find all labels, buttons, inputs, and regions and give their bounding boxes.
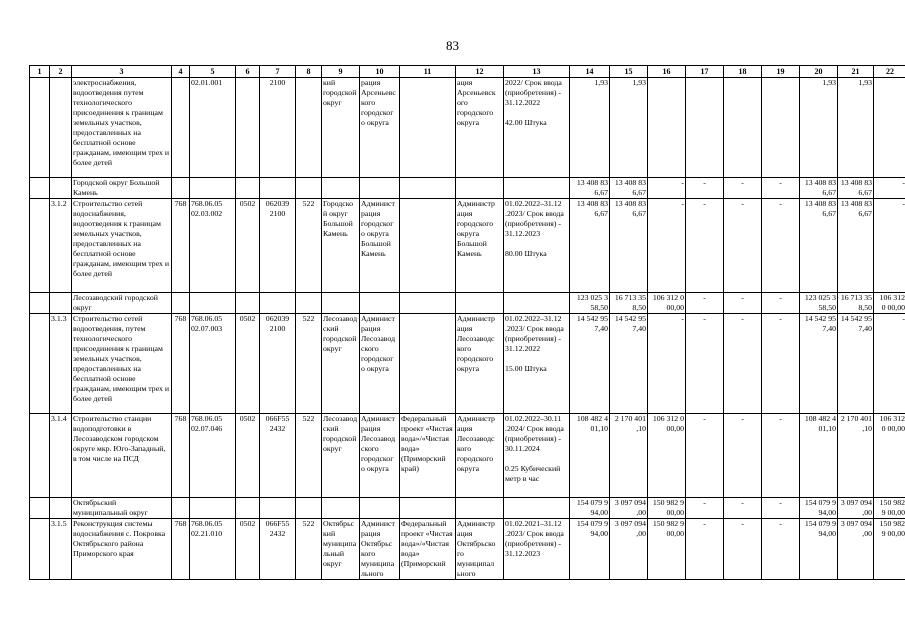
table-cell — [322, 293, 360, 314]
table-cell — [236, 498, 260, 519]
table-cell — [504, 293, 570, 314]
table-cell — [30, 293, 50, 314]
table-cell — [30, 519, 50, 580]
table-cell — [50, 498, 72, 519]
table-cell: 01.02.2022–31.12 .2023/ Срок ввода (приобретения) - 31.12.2023 80.00 Штука — [504, 199, 570, 293]
table-cell — [724, 78, 762, 178]
table-cell: - — [874, 178, 905, 199]
table-cell: 106 312 0 00,00 — [648, 414, 686, 498]
table-cell — [50, 293, 72, 314]
table-cell: 768.06.05 02.07.046 — [190, 414, 236, 498]
table-cell — [456, 178, 504, 199]
table-cell: - — [762, 293, 800, 314]
table-cell: 3.1.2 — [50, 199, 72, 293]
table-cell: - — [762, 178, 800, 199]
table-cell: 1,93 — [610, 78, 648, 178]
table-cell: Октябрьский муниципальный округ — [72, 498, 172, 519]
column-header: 21 — [838, 66, 874, 78]
table-cell: - — [686, 414, 724, 498]
table-cell: - — [874, 199, 905, 293]
column-header: 5 — [190, 66, 236, 78]
table-cell: - — [648, 178, 686, 199]
table-cell — [30, 314, 50, 414]
table-row — [30, 78, 905, 178]
table-cell — [30, 498, 50, 519]
table-cell: Лесозавод ский городской округ — [322, 414, 360, 498]
table-cell — [172, 293, 190, 314]
table-cell: 13 408 83 6,67 — [570, 199, 610, 293]
table-cell: Админист рация Лесозавод ского городског о округа — [360, 414, 400, 498]
table-cell: - — [874, 314, 905, 414]
table-cell — [30, 199, 50, 293]
table-cell: 3 097 094 ,00 — [838, 519, 874, 580]
table-cell: 13 408 83 6,67 — [800, 199, 838, 293]
table-cell: 16 713 35 8,50 — [838, 293, 874, 314]
table-cell — [30, 78, 50, 178]
column-header: 16 — [648, 66, 686, 78]
table-cell: 150 982 9 00,00 — [874, 519, 905, 580]
table-cell: 123 025 3 58,50 — [570, 293, 610, 314]
table-cell: ация Арсеньевск ого городского округа — [456, 78, 504, 178]
table-cell: 13 408 83 6,67 — [610, 178, 648, 199]
table-cell: 2 170 401 ,10 — [610, 414, 648, 498]
table-cell: 150 982 9 00,00 — [874, 498, 905, 519]
table-cell: 154 079 9 94,00 — [570, 519, 610, 580]
table-row — [30, 178, 905, 199]
table-row — [30, 314, 905, 414]
table-cell: 1,93 — [570, 78, 610, 178]
table-cell: 0502 — [236, 314, 260, 414]
table-cell: 1,93 — [838, 78, 874, 178]
table-cell — [260, 178, 296, 199]
table-cell: 01.02.2022–30.11 .2024/ Срок ввода (приобретения) - 30.11.2024 0.25 Кубический метр в час — [504, 414, 570, 498]
table-cell: 522 — [296, 199, 322, 293]
table-cell: 0502 — [236, 199, 260, 293]
table-cell: 066F55 2432 — [260, 519, 296, 580]
table-cell: 0502 — [236, 414, 260, 498]
table-cell: - — [762, 199, 800, 293]
table-cell — [30, 178, 50, 199]
column-header: 15 — [610, 66, 648, 78]
column-header: 3 — [72, 66, 172, 78]
table-cell: 768.06.05 02.03.002 — [190, 199, 236, 293]
budget-table — [29, 65, 905, 580]
table-cell: - — [648, 199, 686, 293]
table-cell — [30, 414, 50, 498]
table-cell: 150 982 9 00,00 — [648, 498, 686, 519]
table-cell: 768 — [172, 199, 190, 293]
table-cell: 14 542 95 7,40 — [570, 314, 610, 414]
table-cell — [296, 293, 322, 314]
table-cell — [190, 498, 236, 519]
table-cell: Октябрьс кий муниципа льный округ — [322, 519, 360, 580]
table-cell — [190, 293, 236, 314]
table-cell: 106 312 0 00,00 — [648, 293, 686, 314]
table-cell: 154 079 9 94,00 — [800, 519, 838, 580]
table-cell: - — [724, 178, 762, 199]
table-cell: 2022/ Срок ввода (приобретения) - 31.12.2022 42.00 Штука — [504, 78, 570, 178]
table-cell: - — [686, 199, 724, 293]
table-cell: - — [724, 199, 762, 293]
table-cell: 2100 — [260, 78, 296, 178]
table-cell: Лесозавод ский городской округ — [322, 314, 360, 414]
table-cell: 154 079 9 94,00 — [570, 498, 610, 519]
table-cell — [400, 314, 456, 414]
table-cell: 066F55 2432 — [260, 414, 296, 498]
table-cell: Городско й округ Большой Камень — [322, 199, 360, 293]
table-cell: 0502 — [236, 519, 260, 580]
table-cell: 3.1.4 — [50, 414, 72, 498]
table-cell — [50, 178, 72, 199]
header-row — [30, 66, 905, 78]
table-cell — [456, 498, 504, 519]
column-header: 11 — [400, 66, 456, 78]
table-cell — [190, 178, 236, 199]
table-cell: - — [724, 519, 762, 580]
table-cell: - — [724, 293, 762, 314]
table-cell: 3 097 094 ,00 — [610, 519, 648, 580]
table-cell: Федеральный проект «Чистая вода»/«Чистая вода» (Приморский край) — [400, 414, 456, 498]
table-cell — [236, 293, 260, 314]
table-cell — [172, 78, 190, 178]
table-row — [30, 293, 905, 314]
column-header: 14 — [570, 66, 610, 78]
table-cell: - — [724, 314, 762, 414]
table-cell: 1,93 — [800, 78, 838, 178]
table-cell: 123 025 3 58,50 — [800, 293, 838, 314]
column-header: 17 — [686, 66, 724, 78]
table-cell: 13 408 83 6,67 — [610, 199, 648, 293]
column-header: 2 — [50, 66, 72, 78]
table-row — [30, 414, 905, 498]
table-cell: 3 097 094 ,00 — [838, 498, 874, 519]
column-header: 13 — [504, 66, 570, 78]
column-header: 7 — [260, 66, 296, 78]
table-cell: - — [762, 314, 800, 414]
table-cell: 106 312 0 00,00 — [874, 414, 905, 498]
column-header: 9 — [322, 66, 360, 78]
column-header: 6 — [236, 66, 260, 78]
table-row — [30, 519, 905, 580]
column-header: 18 — [724, 66, 762, 78]
table-cell: 3.1.5 — [50, 519, 72, 580]
column-header: 20 — [800, 66, 838, 78]
table-cell: 13 408 83 6,67 — [838, 178, 874, 199]
table-cell: 768.06.05 02.07.003 — [190, 314, 236, 414]
table-cell: - — [724, 414, 762, 498]
table-cell: 768.06.05 02.21.010 — [190, 519, 236, 580]
table-cell: - — [762, 414, 800, 498]
table-cell: 522 — [296, 519, 322, 580]
table-cell — [236, 178, 260, 199]
table-cell: 13 408 83 6,67 — [570, 178, 610, 199]
column-header: 12 — [456, 66, 504, 78]
table-row — [30, 199, 905, 293]
table-cell: Администр ация Лесозаводс кого городского округа — [456, 314, 504, 414]
table-cell: 150 982 9 00,00 — [648, 519, 686, 580]
table-cell: 14 542 95 7,40 — [800, 314, 838, 414]
table-cell: Строительство сетей водоснабжения, водоотведения к границам земельных участков, предоставленных на бесплатной основе гражданам, имеющим трех и более детей — [72, 199, 172, 293]
table-cell — [260, 498, 296, 519]
table-cell: 3.1.3 — [50, 314, 72, 414]
table-cell: 522 — [296, 414, 322, 498]
table-cell — [296, 498, 322, 519]
table-row — [30, 498, 905, 519]
table-cell — [400, 78, 456, 178]
table-cell: 01.02.2021–31.12 .2023/ Срок ввода (приобретения) - 31.12.2023 — [504, 519, 570, 580]
table-cell — [260, 293, 296, 314]
table-cell: 522 — [296, 314, 322, 414]
table-cell — [296, 78, 322, 178]
table-cell: 02.01.001 — [190, 78, 236, 178]
table-cell — [50, 78, 72, 178]
table-cell: кий городской округ — [322, 78, 360, 178]
table-cell — [322, 498, 360, 519]
table-cell — [762, 78, 800, 178]
table-cell: - — [648, 314, 686, 414]
column-header: 22 — [874, 66, 905, 78]
table-cell: - — [686, 519, 724, 580]
table-cell: Лесозаводский городской округ — [72, 293, 172, 314]
table-cell: 01.02.2022–31.12 .2023/ Срок ввода (приобретения) - 31.12.2022 15.00 Штука — [504, 314, 570, 414]
table-cell: 13 408 83 6,67 — [838, 199, 874, 293]
table-cell — [400, 498, 456, 519]
table-cell — [296, 178, 322, 199]
table-cell — [172, 498, 190, 519]
table-cell — [400, 178, 456, 199]
table-cell: - — [724, 498, 762, 519]
table-cell: - — [686, 178, 724, 199]
table-cell: 768 — [172, 314, 190, 414]
table-cell: - — [686, 498, 724, 519]
table-cell: - — [762, 519, 800, 580]
table-cell: 14 542 95 7,40 — [838, 314, 874, 414]
table-cell: 108 482 4 01,10 — [570, 414, 610, 498]
table-cell: Админист рация городског о округа Большой Камень — [360, 199, 400, 293]
table-cell: 154 079 9 94,00 — [800, 498, 838, 519]
table-cell: 108 482 4 01,10 — [800, 414, 838, 498]
table-cell: 2 170 401 ,10 — [838, 414, 874, 498]
table-cell — [648, 78, 686, 178]
table-cell — [686, 78, 724, 178]
table-cell — [360, 498, 400, 519]
table-cell: 14 542 95 7,40 — [610, 314, 648, 414]
table-cell: Администр ация Лесозаводс кого городского округа — [456, 414, 504, 498]
table-cell: 13 408 83 6,67 — [800, 178, 838, 199]
table-cell: - — [686, 293, 724, 314]
table-cell: 768 — [172, 414, 190, 498]
table-cell: - — [686, 314, 724, 414]
table-cell: - — [762, 498, 800, 519]
table-cell: 768 — [172, 519, 190, 580]
table-cell: 062039 2100 — [260, 199, 296, 293]
table-cell — [504, 178, 570, 199]
table-cell: 3 097 094 ,00 — [610, 498, 648, 519]
column-header: 4 — [172, 66, 190, 78]
table-cell: Администр ация Октябрьско го муниципал ьного — [456, 519, 504, 580]
table-cell: 062039 2100 — [260, 314, 296, 414]
table-cell — [360, 178, 400, 199]
column-header: 19 — [762, 66, 800, 78]
table-cell — [172, 178, 190, 199]
table-cell — [360, 293, 400, 314]
table-cell: электроснабжения, водоотведения путем технологического присоединения к границам земельных участков, предоставленных на бесплатной основе гражданам, имеющим трех и более детей — [72, 78, 172, 178]
table-cell: Реконструкция системы водоснабжения с. Покровка Октябрьского района Приморского края — [72, 519, 172, 580]
table-cell: 106 312 0 00,00 — [874, 293, 905, 314]
table-cell — [456, 293, 504, 314]
table-cell: Городской округ Большой Камень — [72, 178, 172, 199]
table-cell: Федеральный проект «Чистая вода»/«Чистая вода» (Приморский — [400, 519, 456, 580]
column-header: 1 — [30, 66, 50, 78]
column-header: 8 — [296, 66, 322, 78]
table-cell — [322, 178, 360, 199]
table-cell: Админист рация Октябрьс кого муниципа льного — [360, 519, 400, 580]
table-cell: 16 713 35 8,50 — [610, 293, 648, 314]
table-cell — [874, 78, 905, 178]
table-cell — [400, 199, 456, 293]
table-cell — [400, 293, 456, 314]
table-cell: рация Арсеньевс кого городског о округа — [360, 78, 400, 178]
table-cell — [236, 78, 260, 178]
table-cell: Администр ация городского округа Большой Камень — [456, 199, 504, 293]
page-number: 83 — [446, 38, 459, 53]
table-cell: Строительство сетей водоотведения, путем технологического присоединения к границам земельных участков, предоставленных на бесплатной основе гражданам, имеющим трех и более детей — [72, 314, 172, 414]
table-cell: Админист рация Лесозавод ского городског о округа — [360, 314, 400, 414]
table-cell — [504, 498, 570, 519]
column-header: 10 — [360, 66, 400, 78]
table-cell: Строительство станции водоподготовки в Лесозаводском городском округе мкр. Юго-Западный, в том числе на ПСД — [72, 414, 172, 498]
